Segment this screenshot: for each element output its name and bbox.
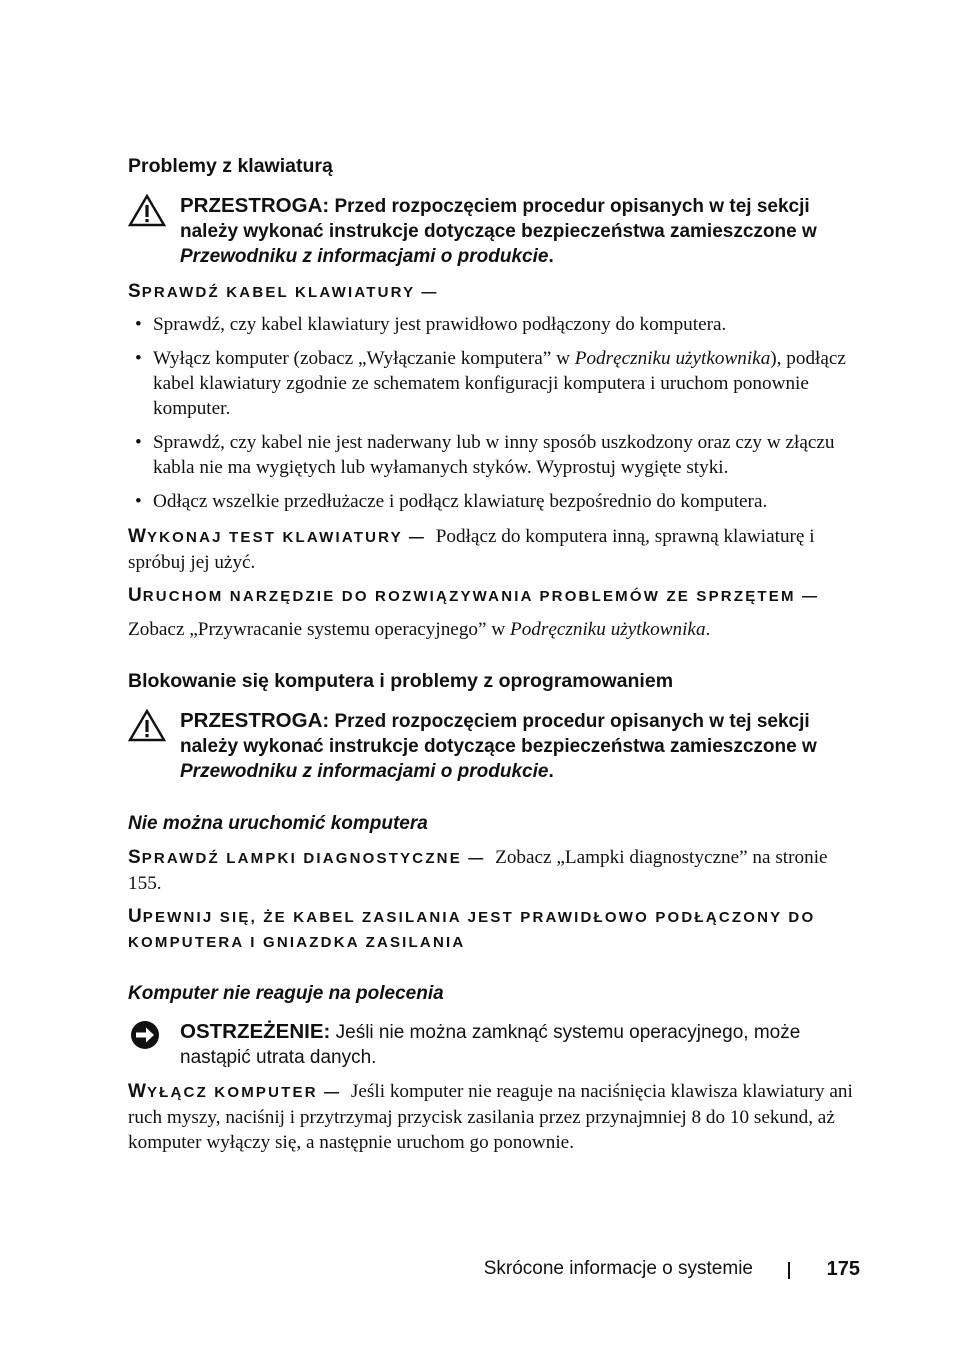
list-item [128,430,854,480]
list-item-text-end: ), podłącz kabel klawiatury zgodnie ze schematem konfiguracji komputera i uruchom ponownie komputer. [153,348,846,419]
caution-doc-title: Przewodniku z informacjami o produkcie [180,246,549,267]
caution-text: Przed rozpoczęciem procedur opisanych w tej sekcji należy wykonać instrukcje dotyczące bezpieczeństwa zamieszczone w [180,711,817,757]
caution-triangle-icon [128,708,180,784]
caution-label: PRZESTROGA: [180,194,330,217]
section-heading-lockups: Blokowanie się komputera i problemy z oprogramowaniem [128,670,674,692]
subheading-initial: S [128,847,142,868]
list-item-text: Odłącz wszelkie przedłużacze i podłącz klawiaturę bezpośrednio do komputera. [153,491,768,512]
subheading-check-power [128,904,854,955]
list-item [128,346,854,421]
caution-label: PRZESTROGA: [180,709,330,732]
caution-doc-title: Przewodniku z informacjami o produkcie [180,761,549,782]
subheading-initial: U [128,585,143,606]
subsection-heading-no-start: Nie można uruchomić komputera [128,813,428,834]
paragraph-hw-troubleshooter [128,617,854,642]
warning-notice [128,1019,854,1070]
footer-separator [788,1262,790,1279]
caution-text: Przed rozpoczęciem procedur opisanych w tej sekcji należy wykonać instrukcje dotyczące bezpieczeństwa zamieszczone w [180,196,817,242]
list-item-text: Sprawdź, czy kabel klawiatury jest prawidłowo podłączony do komputera. [153,314,727,335]
warning-label: OSTRZEŻENIE: [180,1020,331,1043]
caution-notice [128,708,854,784]
list-item [128,489,854,514]
subheading-check-cable [128,279,854,305]
subheading-text: YKONAJ TEST KLAWIATURY — [146,529,427,546]
subheading-initial: S [128,281,142,302]
paragraph-text: Podłącz do komputera inną, sprawną klawiaturę i spróbuj jej użyć. [128,526,815,573]
subheading-text: RUCHOM NARZĘDZIE DO ROZWIĄZYWANIA PROBLEMÓW ZE SPRZĘTEM — [142,588,820,605]
paragraph-text: Jeśli komputer nie reaguje na naciśnięcia klawisza klawiatury ani ruch myszy, naciśnij i przytrzymaj przycisk zasilania przez przynajmniej 8 do 10 sekund, aż komputer wyłączy się, a następnie uruchom go ponownie. [128,1081,853,1153]
subheading-initial: W [128,526,147,547]
subheading-text: PRAWDŹ LAMPKI DIAGNOSTYCZNE — [141,850,486,867]
subheading-text: YŁĄCZ KOMPUTER — [146,1084,342,1101]
list-item-doc-title: Podręczniku użytkownika [574,348,771,369]
caution-text-end: . [548,761,554,782]
paragraph-turn-off [128,1079,854,1155]
list-item-text: Sprawdź, czy kabel nie jest naderwany lub w inny sposób uszkodzony oraz czy w złączu kabla nie ma wygiętych lub wyłamanych styków. Wyprostuj wygięte styki. [153,432,835,478]
subheading-initial: U [128,906,143,927]
paragraph-text: Zobacz „Lampki diagnostyczne” na stronie 155. [128,847,828,894]
subheading-text: PRAWDŹ KABEL KLAWIATURY — [141,284,439,301]
subheading-hw-troubleshooter [128,583,854,609]
section-heading-keyboard: Problemy z klawiaturą [128,155,333,177]
subsection-heading-not-responding: Komputer nie reaguje na polecenia [128,983,444,1004]
list-item [128,312,854,337]
subheading-initial: W [128,1081,147,1102]
bullet-list [128,312,854,514]
paragraph-test-keyboard [128,524,854,575]
paragraph-text: Zobacz „Przywracanie systemu operacyjnego” w [128,619,510,640]
subheading-text: PEWNIJ SIĘ, ŻE KABEL ZASILANIA JEST PRAWIDŁOWO PODŁĄCZONY DO KOMPUTERA I GNIAZDKA ZASILANIA [128,909,816,951]
list-item-text: Wyłącz komputer (zobacz „Wyłączanie komputera” w [153,348,575,369]
caution-triangle-icon [128,193,180,269]
caution-text-end: . [548,246,554,267]
page-number: 175 [826,1258,860,1280]
paragraph-check-lights [128,845,854,896]
paragraph-text-end: . [705,619,711,640]
caution-notice [128,193,854,269]
warning-circle-arrow-icon [128,1019,180,1070]
paragraph-doc-title: Podręczniku użytkownika [509,619,706,640]
warning-text: Jeśli nie można zamknąć systemu operacyjnego, może nastąpić utrata danych. [180,1022,801,1068]
page-footer [0,1254,954,1284]
footer-title: Skrócone informacje o systemie [483,1258,753,1279]
